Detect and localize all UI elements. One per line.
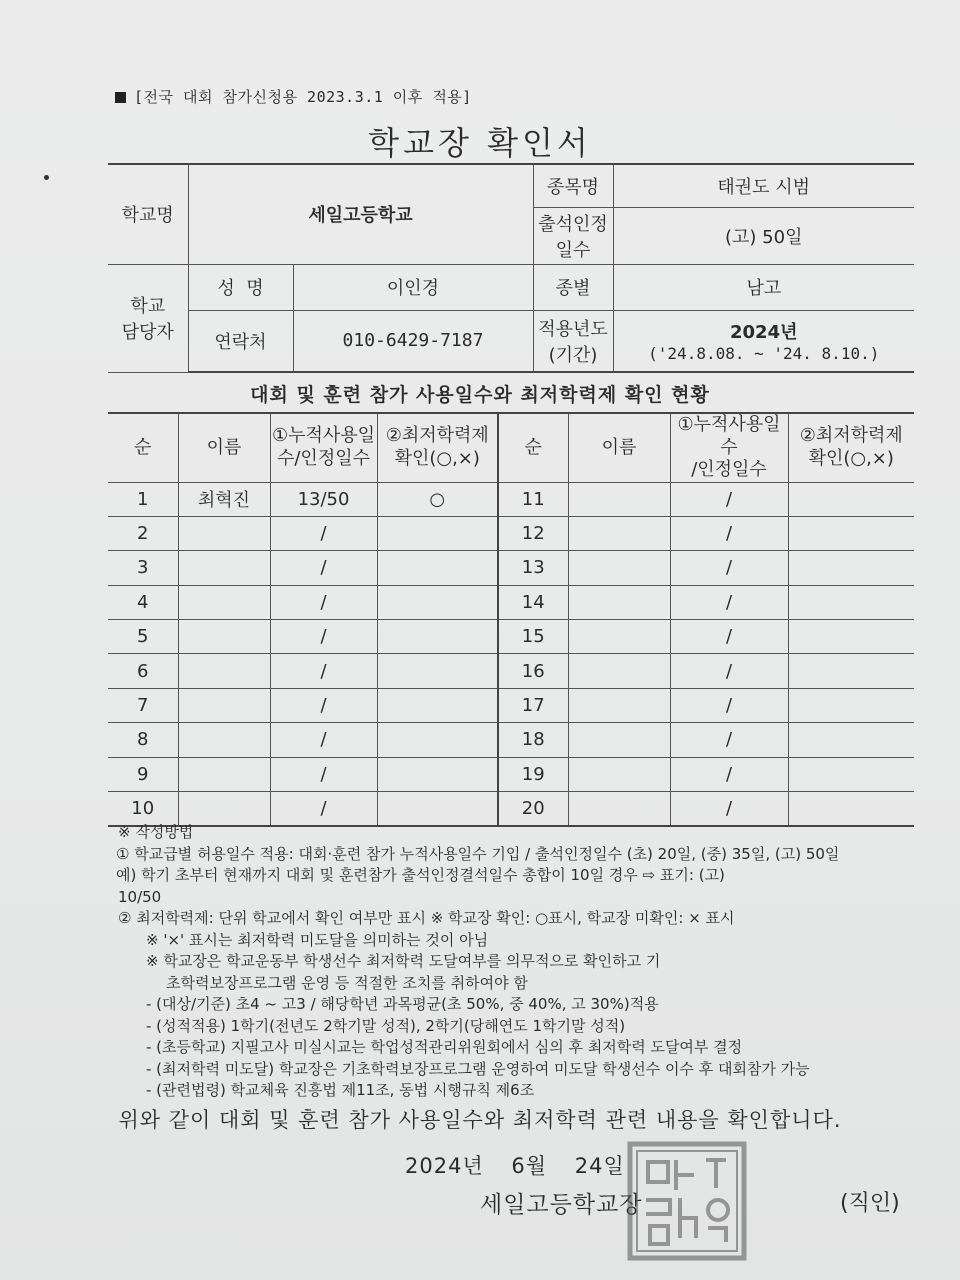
row-check-cell xyxy=(377,620,498,654)
row-no-cell: 2 xyxy=(108,516,178,550)
row-days-cell: / xyxy=(270,551,377,585)
info-table xyxy=(108,163,914,373)
row-days-cell: / xyxy=(270,792,377,827)
page-title: 학교장 확인서 xyxy=(368,124,592,162)
school-label: 학교명 xyxy=(108,164,188,264)
row-no-right-cell: 13 xyxy=(498,551,568,585)
black-square-icon xyxy=(115,92,126,103)
row-no-cell: 5 xyxy=(108,620,178,654)
contact-label: 연락처 xyxy=(188,310,293,372)
row-days-right-cell: / xyxy=(670,757,788,791)
row-check-right-cell xyxy=(788,551,914,585)
note-line: ① 학교급별 허용일수 적용: 대회·훈련 참가 누적사용일수 기입 / 출석인정일수 (초) 20일, (중) 35일, (고) 50일 xyxy=(116,844,840,863)
row-check-cell xyxy=(377,585,498,619)
header-name: 이름 xyxy=(178,413,270,482)
note-line: 10/50 xyxy=(118,887,162,906)
row-name-cell xyxy=(178,757,270,791)
table-row xyxy=(108,620,914,654)
year-label: 적용년도 (기간) xyxy=(533,310,613,372)
row-name-right-cell xyxy=(568,516,670,550)
row-no-cell: 3 xyxy=(108,551,178,585)
row-no-cell: 10 xyxy=(108,792,178,827)
row-days-cell: 13/50 xyxy=(270,482,377,516)
row-name-right-cell xyxy=(568,654,670,688)
row-no-right-cell: 18 xyxy=(498,723,568,757)
event-label: 종목명 xyxy=(533,164,613,207)
row-no-cell: 4 xyxy=(108,585,178,619)
row-check-right-cell xyxy=(788,620,914,654)
row-name-cell xyxy=(178,551,270,585)
row-days-right-cell: / xyxy=(670,654,788,688)
manager-label: 학교 담당자 xyxy=(108,264,188,372)
row-name-cell xyxy=(178,620,270,654)
attendance-label: 출석인정 일수 xyxy=(533,207,613,264)
note-line: 초학력보장프로그램 운영 등 적절한 조치를 취하여야 함 xyxy=(166,973,528,992)
table-row xyxy=(108,482,914,516)
row-name-cell xyxy=(178,654,270,688)
note-line: ② 최저학력제: 단위 학교에서 확인 여부만 표시 ※ 학교장 확인: ○표시, 학교장 미확인: × 표시 xyxy=(118,909,735,927)
name-label: 성 명 xyxy=(188,264,293,310)
header-note: [전국 대회 참가신청용 2023.3.1 이후 적용] xyxy=(115,86,472,107)
roster-title: 대회 및 훈련 참가 사용일수와 최저학력제 확인 현황 xyxy=(250,384,710,406)
row-days-cell: / xyxy=(270,585,377,619)
row-no-cell: 6 xyxy=(108,654,178,688)
row-check-cell xyxy=(377,654,498,688)
row-days-right-cell: / xyxy=(670,516,788,550)
issue-date: 2024년 6월 24일 xyxy=(405,1154,625,1178)
row-days-cell: / xyxy=(270,723,377,757)
row-check-cell xyxy=(377,688,498,722)
row-name-right-cell xyxy=(568,723,670,757)
name-value: 이인경 xyxy=(293,264,533,310)
row-no-right-cell: 19 xyxy=(498,757,568,791)
table-row xyxy=(108,654,914,688)
type-value: 남고 xyxy=(613,264,914,310)
row-name-right-cell xyxy=(568,482,670,516)
note-line: - (대상/기준) 초4 ~ 고3 / 해당학년 과목평균(초 50%, 중 40%, 고 30%)적용 xyxy=(146,995,659,1013)
table-row xyxy=(108,551,914,585)
row-check-cell: ○ xyxy=(377,482,498,516)
row-check-right-cell xyxy=(788,482,914,516)
row-no-right-cell: 20 xyxy=(498,792,568,827)
contact-value: 010-6429-7187 xyxy=(293,310,533,372)
table-row xyxy=(108,723,914,757)
header-check: ②최저학력제 확인(○,×) xyxy=(377,413,498,482)
note-line: - (관련법령) 학교체육 진흥법 제11조, 동법 시행규칙 제6조 xyxy=(146,1081,535,1099)
note-line: ※ 작성방법 xyxy=(118,823,194,841)
row-days-right-cell: / xyxy=(670,723,788,757)
row-no-right-cell: 12 xyxy=(498,516,568,550)
header-name-right: 이름 xyxy=(568,413,670,482)
row-name-right-cell xyxy=(568,551,670,585)
row-days-cell: / xyxy=(270,688,377,722)
seal-note: (직인) xyxy=(840,1191,900,1216)
row-check-cell xyxy=(377,551,498,585)
row-no-right-cell: 16 xyxy=(498,654,568,688)
row-days-right-cell: / xyxy=(670,482,788,516)
school-value: 세일고등학교 xyxy=(188,164,533,264)
row-days-cell: / xyxy=(270,757,377,791)
note-line: - (성적적용) 1학기(전년도 2학기말 성적), 2학기(당해연도 1학기말 성적) xyxy=(146,1016,626,1035)
row-check-right-cell xyxy=(788,654,914,688)
row-days-right-cell: / xyxy=(670,551,788,585)
row-check-right-cell xyxy=(788,723,914,757)
row-name-right-cell xyxy=(568,620,670,654)
row-name-cell xyxy=(178,723,270,757)
row-days-right-cell: / xyxy=(670,792,788,827)
row-check-cell xyxy=(377,723,498,757)
header-check-right: ②최저학력제 확인(○,×) xyxy=(788,413,914,482)
row-name-right-cell xyxy=(568,757,670,791)
event-value: 태권도 시범 xyxy=(613,164,914,207)
row-name-right-cell xyxy=(568,585,670,619)
row-days-right-cell: / xyxy=(670,585,788,619)
table-row xyxy=(108,757,914,791)
row-name-cell xyxy=(178,688,270,722)
row-name-cell: 최혁진 xyxy=(178,482,270,516)
table-row xyxy=(108,516,914,550)
attendance-value: (고) 50일 xyxy=(613,207,914,264)
roster-table xyxy=(108,412,914,827)
confirmation-statement: 위와 같이 대회 및 훈련 참가 사용일수와 최저학력 관련 내용을 확인합니다. xyxy=(118,1108,842,1132)
year-value: 2024년 ('24.8.08. ~ '24. 8.10.) xyxy=(613,310,914,372)
row-no-cell: 9 xyxy=(108,757,178,791)
punch-mark xyxy=(44,175,49,180)
row-name-cell xyxy=(178,516,270,550)
instructions xyxy=(118,822,918,1102)
row-check-cell xyxy=(377,757,498,791)
note-line: ※ '×' 표시는 최저학력 미도달을 의미하는 것이 아님 xyxy=(146,930,489,949)
note-line: 예) 학기 초부터 현재까지 대회 및 훈련참가 출석인정결석일수 총합이 10일 경우 ⇨ 표기: (고) xyxy=(116,866,725,884)
row-no-right-cell: 14 xyxy=(498,585,568,619)
header-days: ①누적사용일 수/인정일수 xyxy=(270,413,377,482)
header-no: 순 xyxy=(108,413,178,482)
row-check-right-cell xyxy=(788,757,914,791)
principal-title: 세일고등학교장 xyxy=(480,1192,643,1218)
row-no-right-cell: 15 xyxy=(498,620,568,654)
row-days-cell: / xyxy=(270,654,377,688)
note-line: - (초등학교) 지필고사 미실시교는 학업성적관리위원회에서 심의 후 최저학력 도달여부 결정 xyxy=(146,1038,743,1056)
row-no-cell: 1 xyxy=(108,482,178,516)
note-line: ※ 학교장은 학교운동부 학생선수 최저학력 도달여부를 의무적으로 확인하고 기 xyxy=(146,952,661,970)
row-no-right-cell: 17 xyxy=(498,688,568,722)
note-line: - (최저학력 미도달) 학교장은 기초학력보장프로그램 운영하여 미도달 학생선수 이수 후 대회참가 가능 xyxy=(146,1059,810,1078)
type-label: 종별 xyxy=(533,264,613,310)
row-check-cell xyxy=(377,516,498,550)
table-row xyxy=(108,585,914,619)
row-check-right-cell xyxy=(788,516,914,550)
row-no-right-cell: 11 xyxy=(498,482,568,516)
header-days-right: ①누적사용일수 /인정일수 xyxy=(670,413,788,482)
row-name-right-cell xyxy=(568,688,670,722)
row-check-right-cell xyxy=(788,688,914,722)
row-days-right-cell: / xyxy=(670,620,788,654)
row-no-cell: 8 xyxy=(108,723,178,757)
header-no-right: 순 xyxy=(498,413,568,482)
row-name-cell xyxy=(178,585,270,619)
row-days-right-cell: / xyxy=(670,688,788,722)
table-row xyxy=(108,688,914,722)
row-check-right-cell xyxy=(788,585,914,619)
official-seal-icon xyxy=(626,1140,748,1262)
row-days-cell: / xyxy=(270,516,377,550)
row-days-cell: / xyxy=(270,620,377,654)
row-no-cell: 7 xyxy=(108,688,178,722)
